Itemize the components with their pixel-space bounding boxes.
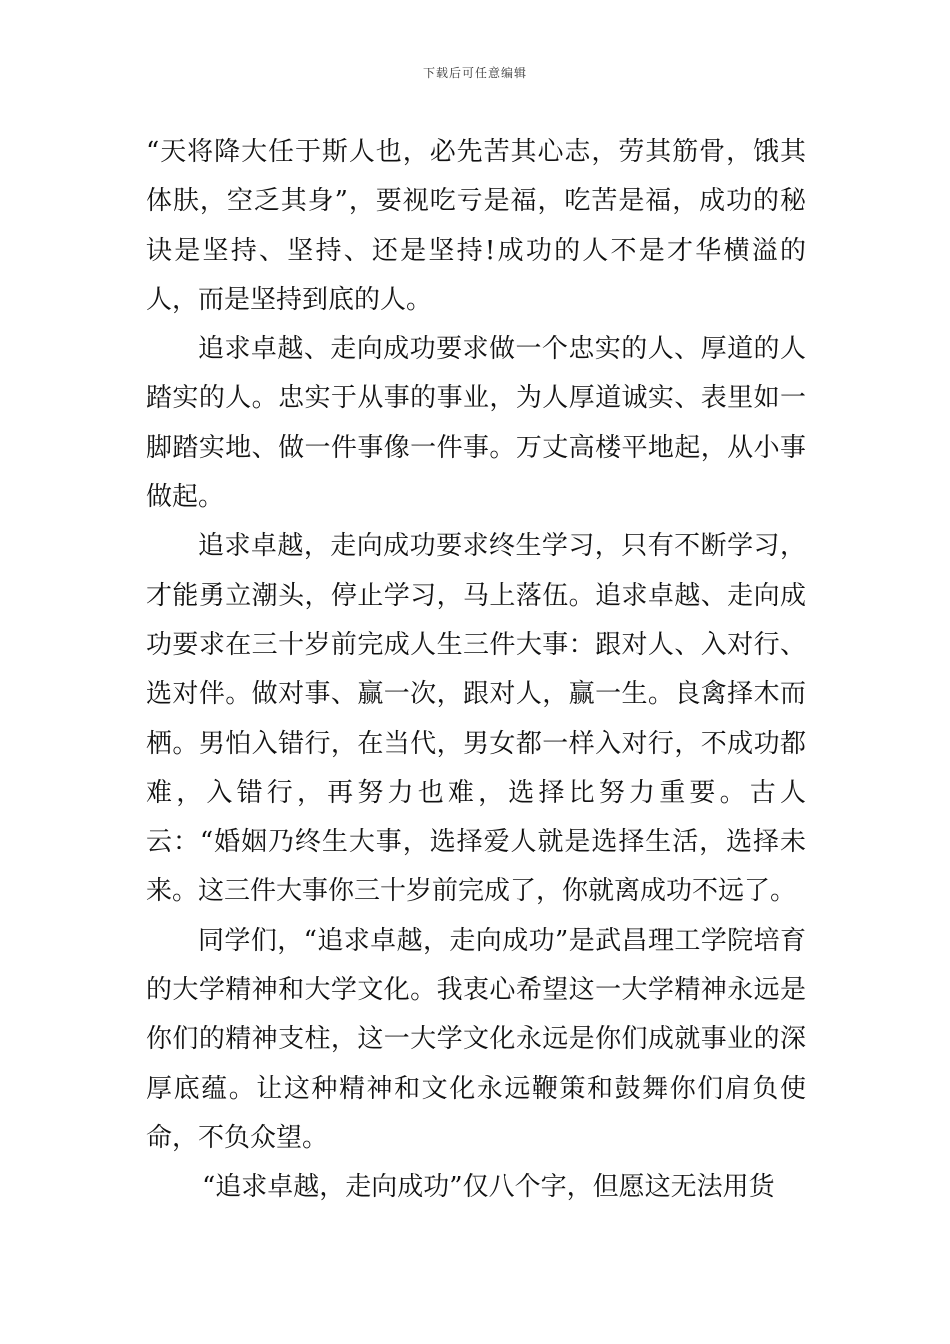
document-body xyxy=(146,128,806,1213)
paragraph-5: “追求卓越，走向成功”仅八个字，但愿这无法用货 xyxy=(202,1172,775,1203)
paragraph-3: 追求卓越，走向成功要求终生学习，只有不断学习，才能勇立潮头，停止学习，马上落伍。追求卓越、走向成功要求在三十岁前完成人生三件大事：跟对人、入对行、选对伴。做对事、赢一次，跟对人，赢一生。良禽择木而栖。男怕入错行，在当代，男女都一样入对行，不成功都难，入错行，再努力也难，选择比努力重要。古人云：“婚姻乃终生大事，选择爱人就是选择生活，选择未来。这三件大事你三十岁前完成了，你就离成功不远了。 xyxy=(146,531,806,907)
page-header: 下载后可任意编辑 xyxy=(422,66,527,80)
paragraph-4: 同学们，“追求卓越，走向成功”是武昌理工学院培育的大学精神和大学文化。我衷心希望这一大学精神永远是你们的精神支柱，这一大学文化永远是你们成就事业的深厚底蕴。让这种精神和文化永远鞭策和鼓舞你们肩负使命，不负众望。 xyxy=(146,925,806,1153)
paragraph-1: “天将降大任于斯人也，必先苦其心志，劳其筋骨，饿其体肤，空乏其身”，要视吃亏是福，吃苦是福，成功的秘诀是坚持、坚持、还是坚持!成功的人不是才华横溢的人，而是坚持到底的人。 xyxy=(146,137,806,315)
paragraph-2: 追求卓越、走向成功要求做一个忠实的人、厚道的人踏实的人。忠实于从事的事业，为人厚道诚实、表里如一脚踏实地、做一件事像一件事。万丈高楼平地起，从小事做起。 xyxy=(146,334,806,513)
